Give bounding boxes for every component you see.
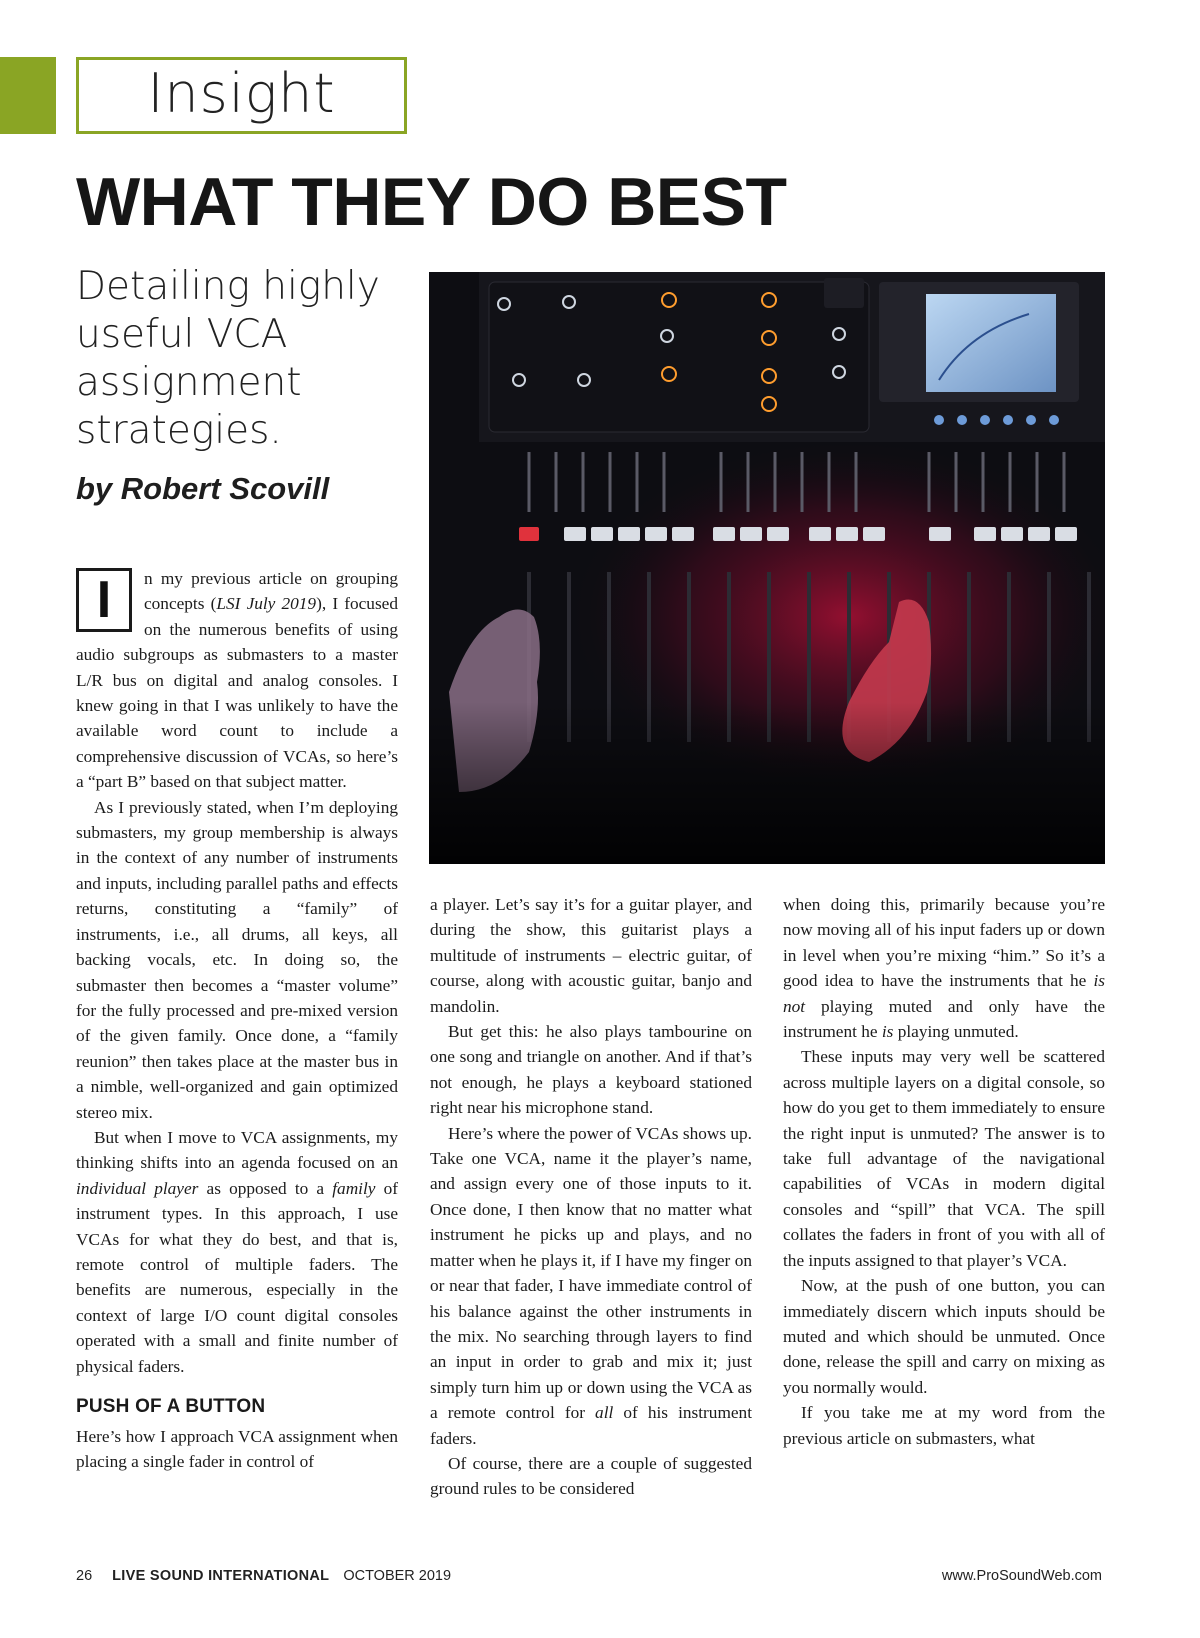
website-url: www.ProSoundWeb.com (941, 1568, 1102, 1584)
section-label: Insight (147, 62, 336, 125)
article-byline: by Robert Scovill (76, 471, 330, 506)
article-column-1 (76, 566, 398, 1419)
drop-cap: I (96, 571, 112, 629)
paragraph-tambourine: But get this: he also plays tambourine on one song and triangle on another. And if that’s not enough, he plays a keyboard stationed right near his microphone stand. (430, 1022, 752, 1118)
console-photo (429, 272, 1105, 864)
paragraph-vca-approach: Here’s how I approach VCA assignment when placing a single fader in control of (76, 1427, 398, 1472)
footer-left (76, 1568, 451, 1584)
article-headline: WHAT THEY DO BEST (76, 164, 787, 240)
paragraph-guitar-player: a player. Let’s say it’s for a guitar player, and during the show, this guitarist plays a multitude of instruments – electric guitar, of course, along with acoustic guitar, banjo and mandolin. (430, 895, 752, 1016)
paragraph-ground-rules-continued: when doing this, primarily because you’re now moving all of his input faders up or down in level when you’re mixing “him.” So it’s a good idea to have the instruments that he is not playing muted and only have the instrument he is playing unmuted. (783, 895, 1105, 1042)
paragraph-push-one-button: Now, at the push of one button, you can immediately discern which inputs should be muted and which should be unmuted. Once done, release the spill and carry on mixing as you normally would. (783, 1276, 1105, 1397)
page-number: 26 (76, 1568, 93, 1584)
paragraph-power-of-vcas: Here’s where the power of VCAs shows up. Take one VCA, name it the player’s name, and assign every one of those inputs to it. Once done, I then know that no matter what instrument he picks up and plays, and no matter when he plays it, if I have my finger on or near that fader, I have immediate control of his balance against the other instruments in the mix. No searching through layers to find an input in order to grab and mix it; just simply turn him up or down using the VCA as a remote control for all of his instrument faders. (430, 1123, 752, 1448)
paragraph-intro: I n my previous article on grouping concepts (LSI July 2019), I focused on the numerous benefits of using audio subgroups as submasters to a master L/R bus on digital and analog consoles. I knew going in that I was unlikely to have the available word count to include a comprehensive discussion of VCAs, so here’s a “part B” based on that subject matter. (76, 569, 398, 792)
article-column-1-continued (76, 1424, 398, 1475)
paragraph-submasters: As I previously stated, when I’m deploying submasters, my group membership is always in the context of any number of instruments and inputs, including parallel paths and effects returns, constituting a “family” of instruments, i.e., all drums, all keys, all backing vocals, etc. In doing so, the submaster then becomes a “master volume” for the fully processed and pre-mixed version of the given family. Once done, a “family reunion” then takes place at the master bus in a nimble, well-organized and gain optimized stereo mix. (76, 797, 398, 1122)
issue-date: OCTOBER 2019 (343, 1568, 452, 1584)
paragraph-ground-rules: Of course, there are a couple of suggested ground rules to be considered (430, 1453, 752, 1499)
paragraph-previous-article: If you take me at my word from the previous article on submasters, what (783, 1403, 1105, 1448)
mixing-console-illustration (429, 272, 1105, 864)
article-column-3 (783, 892, 1105, 1451)
article-deck: Detailing highly useful VCA assignment strategies. (76, 264, 380, 453)
section-label-box (76, 57, 407, 134)
magazine-name: LIVE SOUND INTERNATIONAL (112, 1568, 330, 1584)
article-column-2 (430, 892, 752, 1502)
paragraph-spill: These inputs may very well be scattered across multiple layers on a digital console, so how do you get to them immediately to ensure the right input is unmuted? The answer is to take full advantage of the navigational capabilities of VCAs in modern digital consoles and “spill” that VCA. The spill collates the faders in front of you with all of the inputs assigned to that player’s VCA. (783, 1047, 1105, 1270)
drop-cap-box (76, 568, 132, 632)
paragraph-vca-assignments: But when I move to VCA assignments, my thinking shifts into an agenda focused on an individual player as opposed to a family of instrument types. In this approach, I use VCAs for what they do best, and that is, remote control of multiple faders. The benefits are numerous, especially in the context of large I/O count digital consoles operated with a small and finite number of physical faders. (76, 1127, 398, 1376)
subhead-push-of-a-button: PUSH OF A BUTTON (76, 1396, 266, 1417)
page-footer (76, 1568, 1102, 1584)
section-color-tab (0, 57, 56, 134)
